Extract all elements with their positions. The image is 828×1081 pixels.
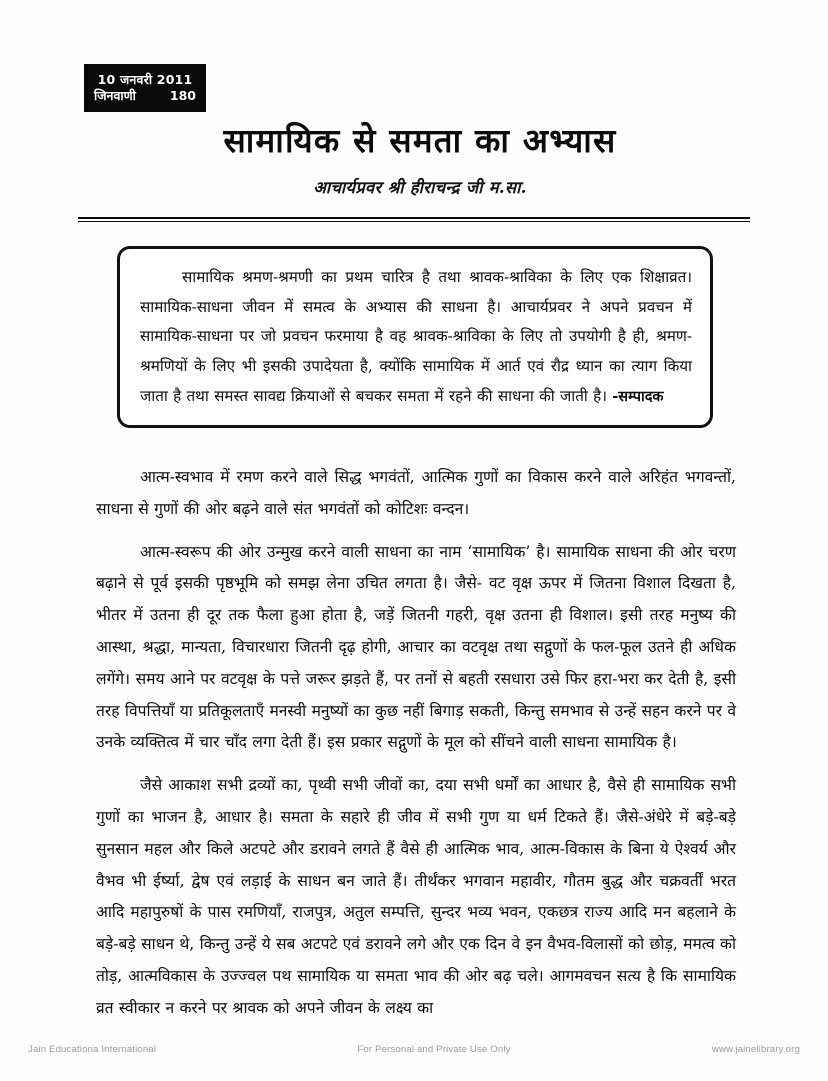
abstract-text	[140, 263, 692, 411]
issue-date: 10 जनवरी 2011	[97, 72, 193, 88]
footer-right-link[interactable]: www.jainelibrary.org	[711, 1044, 800, 1055]
title-block	[60, 122, 780, 198]
body-paragraph: जैसे आकाश सभी द्रव्यों का, पृथ्वी सभी जीवों का, दया सभी धर्मों का आधार है, वैसे ही सामायिक सभी गुणों का भाजन है, आधार है। समता के सहारे ही जीव में सभी गुण या धर्म टिकते हैं। जैसे-अंधेरे में बड़े-बड़े सुनसान महल और किले अटपटे और डरावने लगते हैं वैसे ही आत्मिक भाव, आत्म-विकास के बिना ये ऐश्वर्य और वैभव भी ईर्ष्या, द्वेष एवं लड़ाई के साधन बन जाते हैं। तीर्थंकर भगवान महावीर, गौतम बुद्ध और चक्रवर्तीं भरत आदि महापुरुषों के पास रमणियाँ, राजपुत्र, अतुल सम्पत्ति, सुन्दर भव्य भवन, एकछत्र राज्य आदि मन बहलाने के बड़े-बड़े साधन थे, किन्तु उन्हें ये सब अटपटे एवं डरावने लगे और एक दिन वे इन वैभव-विलासों को छोड़, ममत्व को तोड़, आत्मविकास के उज्ज्वल पथ सामायिक या समता भाव की ओर बढ़ चले। आगमवचन सत्य है कि सामायिक व्रत स्वीकार न करने पर श्रावक को अपने जीवन के लक्ष्य का	[96, 776, 736, 1017]
page-footer	[0, 1044, 828, 1055]
footer-left-text: Jain Educationa International	[28, 1044, 157, 1055]
footer-center-text: For Personal and Private Use Only	[357, 1044, 511, 1055]
page-number: 180	[169, 88, 196, 103]
divider-rule-thin	[78, 221, 750, 223]
issue-tag	[84, 64, 206, 112]
article-byline: आचार्यप्रवर श्री हीराचन्द्र जी म.सा.	[313, 177, 527, 197]
publication-name: जिनवाणी	[94, 88, 136, 103]
editor-abstract-box	[117, 246, 713, 428]
body-paragraph: आत्म-स्वभाव में रमण करने वाले सिद्ध भगवंतों, आत्मिक गुणों का विकास करने वाले अरिहंत भगवन्तों, साधना से गुणों की ओर बढ़ने वाले संत भगवंतों को कोटिशः वन्दन।	[96, 468, 736, 518]
abstract-signature: -सम्पादक	[612, 388, 664, 405]
page-title: सामायिक से समता का अभ्यास	[223, 121, 617, 160]
header-divider	[78, 217, 750, 223]
abstract-body: सामायिक श्रमण-श्रमणी का प्रथम चारित्र है तथा श्रावक-श्राविका के लिए एक शिक्षाव्रत। सामायिक-साधना जीवन में समत्व के अभ्यास की साधना है। आचार्यप्रवर ने अपने प्रवचन में सामायिक-साधना पर जो प्रवचन फरमाया है वह श्रावक-श्राविका के लिए तो उपयोगी है ही, श्रमण-श्रमणियों के लिए भी इसकी उपादेयता है, क्योंकि सामायिक में आर्त एवं रौद्र ध्यान का त्याग किया जाता है तथा समस्त सावद्य क्रियाओं से बचकर समता में रहने की साधना की जाती है।	[140, 268, 692, 405]
article-body	[96, 462, 736, 1032]
body-paragraph: आत्म-स्वरूप की ओर उन्मुख करने वाली साधना का नाम ‘सामायिक’ है। सामायिक साधना की ओर चरण बढ़ाने से पूर्व इसकी पृष्ठभूमि को समझ लेना उचित लगता है। जैसे- वट वृक्ष ऊपर में जितना विशाल दिखता है, भीतर में उतना ही दूर तक फैला हुआ होता है, जड़ें जितनी गहरी, वृक्ष उतना ही विशाल। इसी तरह मनुष्य की आस्था, श्रद्धा, मान्यता, विचारधारा जितनी दृढ़ होगी, आचार का वटवृक्ष तथा सद्गुणों के फल-फूल उतने ही अधिक लगेंगे। समय आने पर वटवृक्ष के पत्ते जरूर झड़ते हैं, पर तनों से बहती रसधारा उसे फिर हरा-भरा कर देती है, इसी तरह विपत्तियाँ या प्रतिकूलताएँ मनस्वी मनुष्यों का कुछ नहीं बिगाड़ सकती, किन्तु समभाव से उन्हें सहन करने पर वे उनके व्यक्तित्व में चार चाँद लगा देती हैं। इस प्रकार सद्गुणों के मूल को सींचने वाली साधना सामायिक है।	[96, 542, 736, 752]
issue-publication-row	[88, 88, 202, 104]
